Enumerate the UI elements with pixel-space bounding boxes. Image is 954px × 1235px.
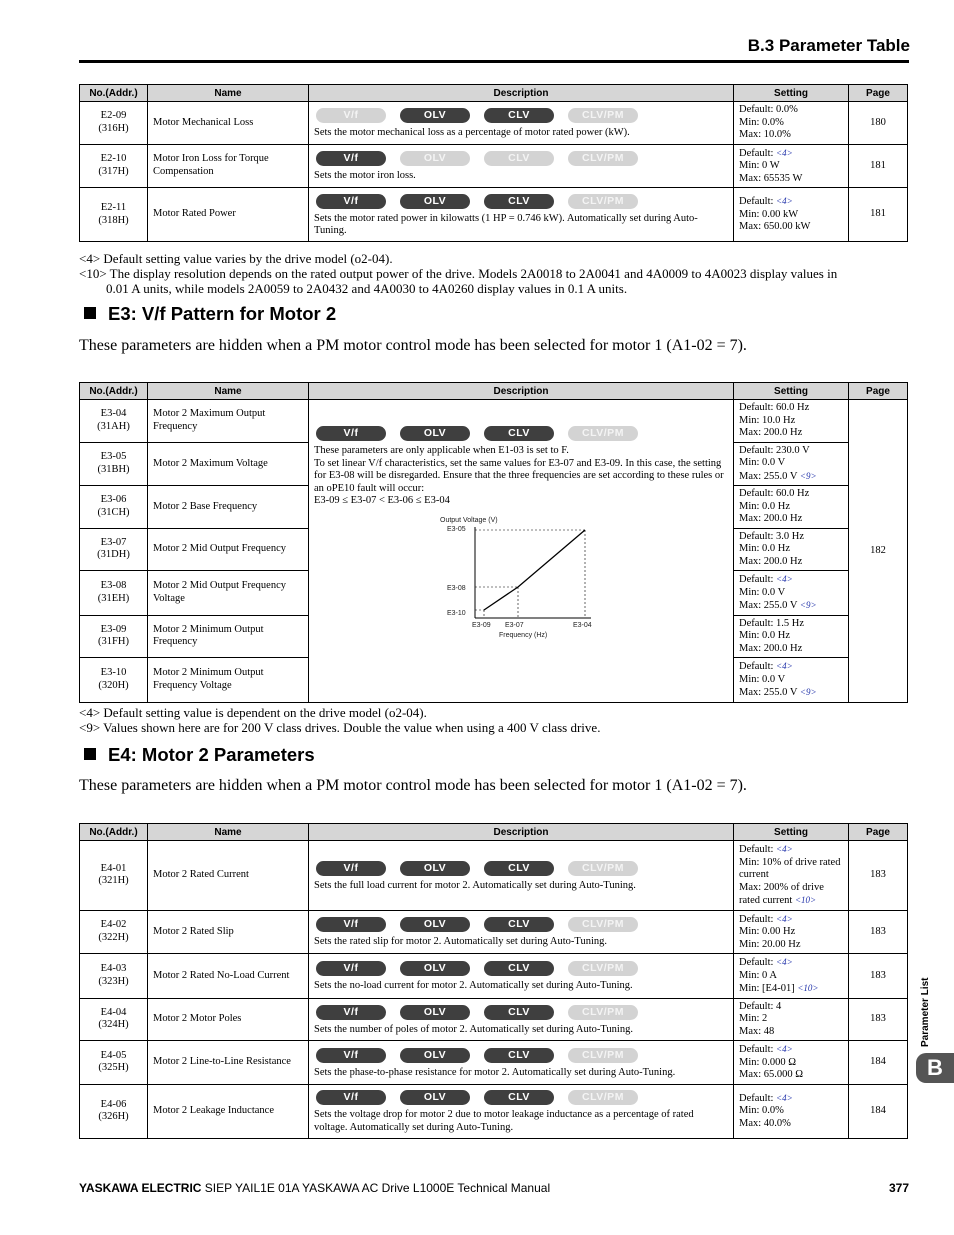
param-address: E3-04 (31AH) bbox=[80, 400, 148, 443]
e2-parameter-table bbox=[79, 84, 908, 242]
footnotes-e2 bbox=[79, 251, 909, 296]
footer-brand: YASKAWA ELECTRIC bbox=[79, 1181, 202, 1195]
chart-y-tick: E3-08 bbox=[447, 584, 466, 592]
footnote: <9> Values shown here are for 200 V class drives. Double the value when using a 400 V class drive. bbox=[79, 720, 601, 735]
param-address: E3-07 (31DH) bbox=[80, 528, 148, 571]
param-name: Motor 2 Minimum Output Frequency bbox=[148, 615, 309, 658]
param-page: 181 bbox=[849, 144, 908, 188]
table-row bbox=[80, 954, 908, 999]
page-header-title: B.3 Parameter Table bbox=[747, 36, 910, 55]
section-heading-e4: E4: Motor 2 Parameters bbox=[84, 744, 315, 766]
mode-badge-clvpm: CLV/PM bbox=[568, 194, 638, 209]
param-setting: Default: <4> Min: 0 A Min: [E4-01] <10> bbox=[734, 954, 849, 999]
control-mode-badges bbox=[316, 1090, 728, 1105]
mode-badge-vf: V/f bbox=[316, 1005, 386, 1020]
param-name: Motor Iron Loss for Torque Compensation bbox=[148, 144, 309, 188]
param-page: 183 bbox=[849, 954, 908, 999]
param-description: V/f OLV CLV CLV/PM Sets the rated slip for motor 2. Automatically set during Auto-Tuning. bbox=[309, 910, 734, 954]
param-description: V/f OLV CLV CLV/PM Sets the no-load current for motor 2. Automatically set during Auto-Tuning. bbox=[309, 954, 734, 999]
param-name: Motor 2 Mid Output Frequency bbox=[148, 528, 309, 571]
section-bullet bbox=[84, 307, 96, 319]
param-description: V/f OLV CLV CLV/PM Sets the full load current for motor 2. Automatically set during Auto-Tuning. bbox=[309, 841, 734, 911]
control-mode-badges bbox=[316, 1005, 728, 1020]
col-header-description: Description bbox=[309, 824, 734, 841]
param-page: 184 bbox=[849, 1084, 908, 1138]
param-address: E4-03 (323H) bbox=[80, 954, 148, 999]
page-number: 377 bbox=[888, 1181, 909, 1195]
control-mode-badges bbox=[316, 426, 728, 441]
param-address: E3-06 (31CH) bbox=[80, 486, 148, 529]
col-header-page: Page bbox=[849, 383, 908, 400]
table-row bbox=[80, 910, 908, 954]
param-setting: Default: <4> Min: 0.0 V Max: 255.0 V <9> bbox=[734, 571, 849, 616]
mode-badge-clv: CLV bbox=[484, 151, 554, 166]
e3-parameter-table bbox=[79, 382, 908, 703]
param-page: 182 bbox=[849, 400, 908, 703]
param-setting: Default: 3.0 Hz Min: 0.0 Hz Max: 200.0 Hz bbox=[734, 528, 849, 571]
param-address: E4-05 (325H) bbox=[80, 1041, 148, 1085]
param-setting: Default: 60.0 Hz Min: 0.0 Hz Max: 200.0 Hz bbox=[734, 486, 849, 529]
param-name: Motor 2 Mid Output Frequency Voltage bbox=[148, 571, 309, 616]
mode-badge-clv: CLV bbox=[484, 1005, 554, 1020]
param-page: 183 bbox=[849, 998, 908, 1041]
footnotes-e3 bbox=[79, 705, 909, 735]
desc-line: E3-09 ≤ E3-07 < E3-06 ≤ E3-04 bbox=[314, 495, 450, 506]
mode-badge-clv: CLV bbox=[484, 861, 554, 876]
mode-badge-clv: CLV bbox=[484, 1090, 554, 1105]
param-address: E4-01 (321H) bbox=[80, 841, 148, 911]
mode-badge-clv: CLV bbox=[484, 108, 554, 123]
table-row bbox=[80, 144, 908, 188]
param-description: V/f OLV CLV CLV/PM Sets the motor iron loss. bbox=[309, 144, 734, 188]
param-setting: Default: <4> Min: 10% of drive rated current Max: 200% of drive rated current <10> bbox=[734, 841, 849, 911]
mode-badge-clvpm: CLV/PM bbox=[568, 1090, 638, 1105]
mode-badge-clvpm: CLV/PM bbox=[568, 861, 638, 876]
mode-badge-vf: V/f bbox=[316, 1048, 386, 1063]
e4-parameter-table bbox=[79, 823, 908, 1139]
param-setting: Default: 60.0 Hz Min: 10.0 Hz Max: 200.0 Hz bbox=[734, 400, 849, 443]
param-name: Motor 2 Leakage Inductance bbox=[148, 1084, 309, 1138]
param-name: Motor 2 Line-to-Line Resistance bbox=[148, 1041, 309, 1085]
table-row bbox=[80, 1084, 908, 1138]
param-page: 183 bbox=[849, 910, 908, 954]
col-header-no: No.(Addr.) bbox=[80, 85, 148, 102]
col-header-no: No.(Addr.) bbox=[80, 383, 148, 400]
mode-badge-olv: OLV bbox=[400, 917, 470, 932]
desc-line: To set linear V/f characteristics, set the same values for E3-07 and E3-09. In this case, the setting for E3-08 will be disregarded. Ensure that the three frequencies are set according to these rules or an oPE10 fault will occur: bbox=[314, 457, 724, 494]
param-setting: Default: <4> Min: 0.000 Ω Max: 65.000 Ω bbox=[734, 1041, 849, 1085]
mode-badge-vf: V/f bbox=[316, 917, 386, 932]
mode-badge-clvpm: CLV/PM bbox=[568, 108, 638, 123]
col-header-name: Name bbox=[148, 824, 309, 841]
param-name: Motor 2 Maximum Output Frequency bbox=[148, 400, 309, 443]
param-address: E3-05 (31BH) bbox=[80, 442, 148, 486]
mode-badge-olv: OLV bbox=[400, 861, 470, 876]
mode-badge-olv: OLV bbox=[400, 1048, 470, 1063]
param-name: Motor 2 Minimum Output Frequency Voltage bbox=[148, 658, 309, 703]
control-mode-badges bbox=[316, 194, 728, 209]
param-page: 183 bbox=[849, 841, 908, 911]
mode-badge-olv: OLV bbox=[400, 194, 470, 209]
side-section-tab[interactable]: B bbox=[916, 1053, 954, 1083]
param-address: E2-10 (317H) bbox=[80, 144, 148, 188]
control-mode-badges bbox=[316, 861, 728, 876]
table-row bbox=[80, 188, 908, 242]
mode-badge-vf: V/f bbox=[316, 961, 386, 976]
mode-badge-olv: OLV bbox=[400, 151, 470, 166]
chart-y-axis-label: Output Voltage (V) bbox=[440, 516, 498, 524]
param-setting: Default: 1.5 Hz Min: 0.0 Hz Max: 200.0 Hz bbox=[734, 615, 849, 658]
mode-badge-clv: CLV bbox=[484, 194, 554, 209]
param-name: Motor 2 Rated No-Load Current bbox=[148, 954, 309, 999]
mode-badge-clvpm: CLV/PM bbox=[568, 151, 638, 166]
mode-badge-olv: OLV bbox=[400, 1005, 470, 1020]
mode-badge-olv: OLV bbox=[400, 426, 470, 441]
side-section-label: Parameter List bbox=[920, 977, 931, 1047]
col-header-name: Name bbox=[148, 85, 309, 102]
param-address: E2-09 (316H) bbox=[80, 102, 148, 145]
param-address: E3-08 (31EH) bbox=[80, 571, 148, 616]
table-row bbox=[80, 400, 908, 443]
param-page: 180 bbox=[849, 102, 908, 145]
mode-badge-clv: CLV bbox=[484, 426, 554, 441]
param-setting: Default: <4> Min: 0.0% Max: 40.0% bbox=[734, 1084, 849, 1138]
param-setting: Default: 4 Min: 2 Max: 48 bbox=[734, 998, 849, 1041]
param-description: V/f OLV CLV CLV/PM Sets the voltage drop for motor 2 due to motor leakage inductance as a percentage of rated voltage. Automatically set during Auto-Tuning. bbox=[309, 1084, 734, 1138]
chart-x-tick: E3-07 bbox=[505, 621, 524, 629]
section-bullet bbox=[84, 748, 96, 760]
mode-badge-vf: V/f bbox=[316, 108, 386, 123]
chart-vf-curve bbox=[484, 530, 585, 610]
chart-y-tick: E3-05 bbox=[447, 525, 466, 533]
col-header-description: Description bbox=[309, 383, 734, 400]
param-address: E3-10 (320H) bbox=[80, 658, 148, 703]
col-header-page: Page bbox=[849, 85, 908, 102]
footnote: <4> Default setting value is dependent on the drive model (o2-04). bbox=[79, 705, 427, 720]
mode-badge-clvpm: CLV/PM bbox=[568, 426, 638, 441]
control-mode-badges bbox=[316, 961, 728, 976]
mode-badge-clv: CLV bbox=[484, 961, 554, 976]
param-setting: Default: <4> Min: 0.00 Hz Min: 20.00 Hz bbox=[734, 910, 849, 954]
param-address: E4-06 (326H) bbox=[80, 1084, 148, 1138]
col-header-name: Name bbox=[148, 383, 309, 400]
section-intro-e3: These parameters are hidden when a PM motor control mode has been selected for motor 1 (A1-02 = 7). bbox=[79, 337, 747, 354]
mode-badge-clvpm: CLV/PM bbox=[568, 1048, 638, 1063]
footnote: <4> Default setting value varies by the drive model (o2-04). bbox=[79, 251, 393, 266]
footer-document-title: SIEP YAIL1E 01A YASKAWA AC Drive L1000E Technical Manual bbox=[201, 1181, 551, 1195]
param-description bbox=[309, 400, 734, 703]
chart-y-tick: E3-10 bbox=[447, 609, 466, 617]
param-description: V/f OLV CLV CLV/PM Sets the phase-to-phase resistance for motor 2. Automatically set during Auto-Tuning. bbox=[309, 1041, 734, 1085]
param-setting: Default: <4> Min: 0.0 V Max: 255.0 V <9> bbox=[734, 658, 849, 703]
table-row bbox=[80, 841, 908, 911]
param-setting: Default: 0.0% Min: 0.0% Max: 10.0% bbox=[734, 102, 849, 145]
vf-pattern-chart bbox=[436, 514, 606, 639]
param-setting: Default: <4> Min: 0 W Max: 65535 W bbox=[734, 144, 849, 188]
mode-badge-olv: OLV bbox=[400, 1090, 470, 1105]
param-page: 184 bbox=[849, 1041, 908, 1085]
footnote: <10> The display resolution depends on the rated output power of the drive. Models 2A0018 to 2A0041 and 4A0009 to 4A0023 display values in bbox=[79, 266, 838, 281]
param-setting: Default: 230.0 V Min: 0.0 V Max: 255.0 V <9> bbox=[734, 442, 849, 486]
mode-badge-clvpm: CLV/PM bbox=[568, 917, 638, 932]
col-header-setting: Setting bbox=[734, 85, 849, 102]
param-address: E4-02 (322H) bbox=[80, 910, 148, 954]
control-mode-badges bbox=[316, 917, 728, 932]
mode-badge-olv: OLV bbox=[400, 961, 470, 976]
param-name: Motor 2 Rated Slip bbox=[148, 910, 309, 954]
mode-badge-vf: V/f bbox=[316, 861, 386, 876]
control-mode-badges bbox=[316, 151, 728, 166]
col-header-no: No.(Addr.) bbox=[80, 824, 148, 841]
mode-badge-vf: V/f bbox=[316, 426, 386, 441]
footnote: 0.01 A units, while models 2A0059 to 2A0432 and 4A0030 to 4A0260 display values in 0.1 A units. bbox=[106, 281, 628, 296]
param-address: E4-04 (324H) bbox=[80, 998, 148, 1041]
table-row bbox=[80, 998, 908, 1041]
param-name: Motor Mechanical Loss bbox=[148, 102, 309, 145]
param-description: V/f OLV CLV CLV/PM Sets the motor mechanical loss as a percentage of motor rated power (kW). bbox=[309, 102, 734, 145]
chart-x-tick: E3-09 bbox=[472, 621, 491, 629]
param-name: Motor 2 Motor Poles bbox=[148, 998, 309, 1041]
section-heading-e3: E3: V/f Pattern for Motor 2 bbox=[84, 303, 336, 325]
param-name: Motor Rated Power bbox=[148, 188, 309, 242]
mode-badge-vf: V/f bbox=[316, 151, 386, 166]
mode-badge-clvpm: CLV/PM bbox=[568, 1005, 638, 1020]
col-header-page: Page bbox=[849, 824, 908, 841]
col-header-setting: Setting bbox=[734, 383, 849, 400]
page-footer bbox=[79, 1181, 909, 1195]
param-name: Motor 2 Rated Current bbox=[148, 841, 309, 911]
param-setting: Default: <4> Min: 0.00 kW Max: 650.00 kW bbox=[734, 188, 849, 242]
mode-badge-olv: OLV bbox=[400, 108, 470, 123]
col-header-description: Description bbox=[309, 85, 734, 102]
mode-badge-vf: V/f bbox=[316, 194, 386, 209]
table-row bbox=[80, 1041, 908, 1085]
param-name: Motor 2 Maximum Voltage bbox=[148, 442, 309, 486]
col-header-setting: Setting bbox=[734, 824, 849, 841]
table-row bbox=[80, 102, 908, 145]
mode-badge-clv: CLV bbox=[484, 1048, 554, 1063]
section-intro-e4: These parameters are hidden when a PM motor control mode has been selected for motor 1 (A1-02 = 7). bbox=[79, 777, 747, 794]
param-name: Motor 2 Base Frequency bbox=[148, 486, 309, 529]
chart-x-axis-label: Frequency (Hz) bbox=[499, 631, 548, 639]
chart-x-tick: E3-04 bbox=[573, 621, 592, 629]
mode-badge-vf: V/f bbox=[316, 1090, 386, 1105]
param-page: 181 bbox=[849, 188, 908, 242]
param-description: V/f OLV CLV CLV/PM Sets the motor rated power in kilowatts (1 HP = 0.746 kW). Automatically set during Auto-Tuning. bbox=[309, 188, 734, 242]
header-rule bbox=[79, 60, 909, 63]
control-mode-badges bbox=[316, 1048, 728, 1063]
mode-badge-clv: CLV bbox=[484, 917, 554, 932]
desc-line: These parameters are only applicable when E1-03 is set to F. bbox=[314, 445, 569, 456]
param-address: E2-11 (318H) bbox=[80, 188, 148, 242]
control-mode-badges bbox=[316, 108, 728, 123]
mode-badge-clvpm: CLV/PM bbox=[568, 961, 638, 976]
param-address: E3-09 (31FH) bbox=[80, 615, 148, 658]
param-description: V/f OLV CLV CLV/PM Sets the number of poles of motor 2. Automatically set during Auto-Tuning. bbox=[309, 998, 734, 1041]
